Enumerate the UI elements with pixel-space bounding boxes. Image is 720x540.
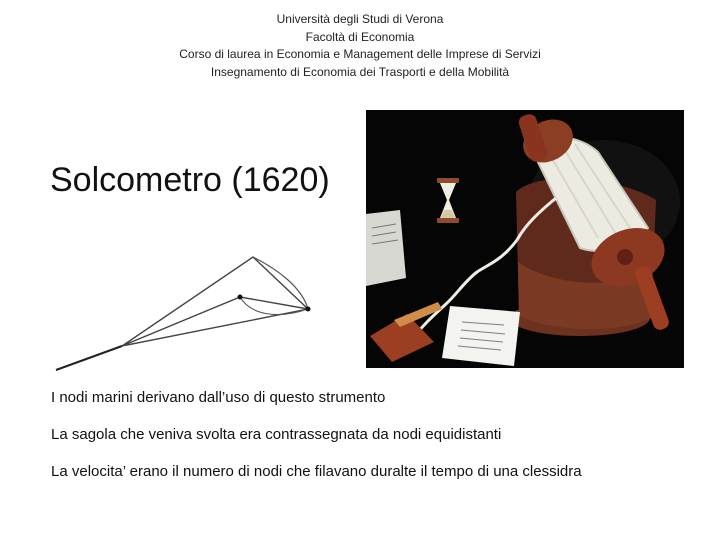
- slide-header: [0, 11, 720, 81]
- degree-course: Corso di laurea in Economia e Management delle Imprese di Servizi: [179, 47, 541, 61]
- bullet-item: La sagola che veniva svolta era contrassegnata da nodi equidistanti: [51, 426, 502, 443]
- log-line-diagram: [50, 240, 325, 380]
- course-name: Insegnamento di Economia dei Trasporti e della Mobilità: [210, 64, 510, 79]
- bullet-item: La velocita’ erano il numero di nodi che filavano duralte il tempo di una clessidra: [51, 463, 582, 480]
- log-line-photo: [366, 110, 684, 368]
- bullet-list: [51, 388, 691, 499]
- university-name: Università degli Studi di Verona: [276, 12, 444, 26]
- bullet-item: I nodi marini derivano dall’uso di questo strumento: [51, 389, 386, 406]
- slide-title: Solcometro (1620): [50, 161, 330, 199]
- faculty-name: Facoltà di Economia: [305, 29, 415, 44]
